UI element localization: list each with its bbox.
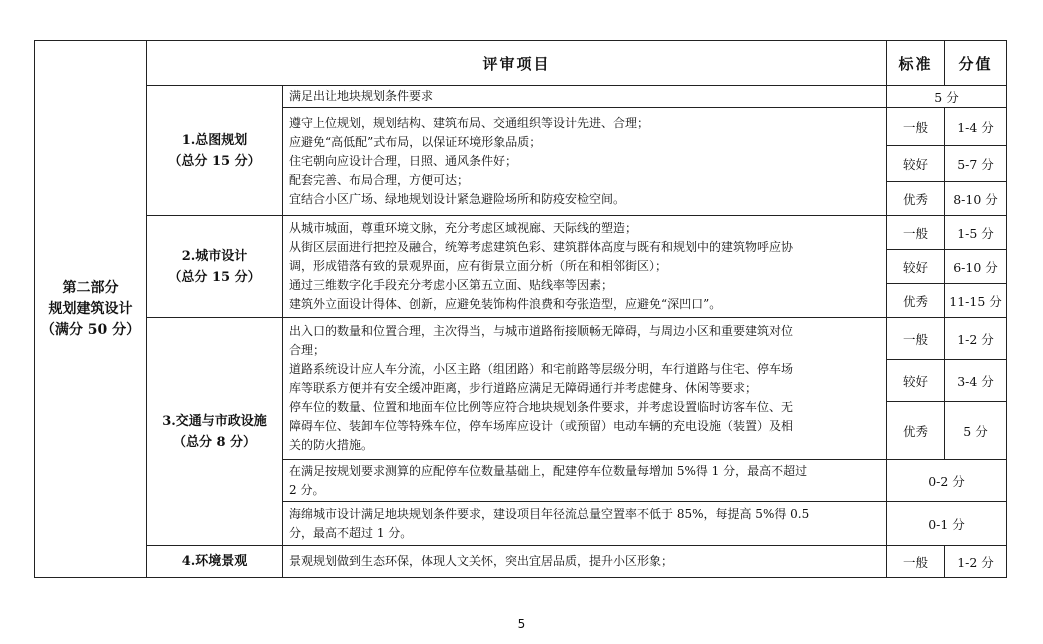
criteria-line: 合理； [289, 343, 326, 357]
grade-score: 3-4 分 [945, 360, 1007, 402]
evaluation-table [34, 40, 1007, 578]
grade-score: 1-2 分 [945, 318, 1007, 360]
criteria-line: 通过三维数字化手段充分考虑小区第五立面、贴线率等因素； [289, 278, 614, 292]
grade-score: 5-7 分 [945, 146, 1007, 182]
grade-level: 较好 [887, 250, 945, 284]
grade-score: 1-5 分 [945, 216, 1007, 250]
section-1-requirement: 满足出让地块规划条件要求 [283, 86, 887, 108]
criteria-line: 海绵城市设计满足地块规划条件要求，建设项目年径流总量空置率不低于 85%，每提高 5%得 0.5 [289, 506, 810, 521]
criteria-line: 住宅朝向应设计合理，日照、通风条件好； [289, 154, 518, 168]
section-title: 4.环境景观 [181, 554, 248, 569]
grade-score: 1-4 分 [945, 108, 1007, 146]
page-number: 5 [517, 617, 526, 631]
part-title: 第二部分 [62, 279, 119, 296]
section-2-criteria [283, 216, 887, 318]
section-3-criteria [283, 318, 887, 460]
section-title: 2.城市设计 [181, 248, 248, 264]
grade-score: 6-10 分 [945, 250, 1007, 284]
criteria-line: 出入口的数量和位置合理，主次得当，与城市道路衔接顺畅无障碍，与周边小区和重要建筑对位 [289, 324, 794, 338]
grade-score: 11-15 分 [945, 284, 1007, 318]
grade-level: 较好 [887, 360, 945, 402]
criteria-line: 库等联系方便并有安全缓冲距离，步行道路应满足无障碍通行并考虑健身、休闲等要求； [289, 381, 758, 395]
grade-level: 一般 [887, 318, 945, 360]
criteria-line: 道路系统设计应人车分流，小区主路（组团路）和宅前路等层级分明，车行道路与住宅、停车场 [289, 362, 794, 376]
section-subtitle: （总分 15 分） [168, 269, 261, 285]
grade-score: 1-2 分 [945, 546, 1007, 578]
header-item: 评审项目 [147, 41, 887, 86]
part-two-cell [35, 41, 147, 578]
criteria-line: 遵守上位规划，规划结构、建筑布局、交通组织等设计先进、合理； [289, 116, 650, 130]
grade-level: 一般 [887, 216, 945, 250]
criteria-line: 宜结合小区广场、绿地规划设计紧急避险场所和防疫安检空间。 [289, 192, 626, 206]
part-subtitle: 规划建筑设计 [48, 300, 133, 317]
section-4-criteria: 景观规划做到生态环保，体现人文关怀，突出宜居品质，提升小区形象； [283, 546, 887, 578]
criteria-line: 关的防火措施。 [289, 438, 374, 452]
header-standard: 标准 [887, 41, 945, 86]
criteria-line: 配套完善、布局合理，方便可达； [289, 173, 470, 187]
grade-level: 较好 [887, 146, 945, 182]
sponge-city-criteria [283, 502, 887, 546]
criteria-line: 调，形成错落有致的景观界面，应有街景立面分析（所在和相邻街区）； [289, 259, 668, 273]
part-total-score: （满分 50 分） [40, 321, 141, 338]
criteria-line: 分，最高不超过 1 分。 [289, 525, 413, 540]
grade-score: 5 分 [945, 402, 1007, 460]
criteria-line: 从街区层面进行把控及融合，统筹考虑建筑色彩、建筑群体高度与既有和规划中的建筑物呼应协 [289, 240, 794, 254]
section-title: 1.总图规划 [181, 132, 248, 148]
criteria-line: 障碍车位、装卸车位等特殊车位，停车场库应设计（或预留）电动车辆的充电设施（装置）及相 [289, 419, 794, 433]
section-2-cell [147, 216, 283, 318]
grade-level: 一般 [887, 546, 945, 578]
parking-bonus-criteria [283, 460, 887, 502]
section-3-cell [147, 318, 283, 546]
grade-level: 优秀 [887, 402, 945, 460]
section-1-criteria [283, 108, 887, 216]
section-4-cell [147, 546, 283, 578]
criteria-line: 停车位的数量、位置和地面车位比例等应符合地块规划条件要求，并考虑设置临时访客车位、无 [289, 400, 794, 414]
grade-level: 优秀 [887, 284, 945, 318]
grade-score: 8-10 分 [945, 182, 1007, 216]
criteria-line: 应避免“高低配”式布局，以保证环境形象品质； [289, 135, 542, 149]
criteria-line: 从城市城面，尊重环境文脉，充分考虑区域视廊、天际线的塑造； [289, 221, 638, 235]
criteria-line: 在满足按规划要求测算的应配停车位数量基础上，配建停车位数量每增加 5%得 1 分，最高不超过 [289, 463, 808, 478]
criteria-line: 2 分。 [289, 482, 325, 497]
grade-level: 一般 [887, 108, 945, 146]
grade-level: 优秀 [887, 182, 945, 216]
section-subtitle: （总分 15 分） [168, 153, 261, 169]
section-title: 3.交通与市政设施 [162, 413, 267, 429]
parking-bonus-score: 0-2 分 [887, 460, 1007, 502]
section-1-cell [147, 86, 283, 216]
section-subtitle: （总分 8 分） [172, 434, 257, 450]
header-score: 分值 [945, 41, 1007, 86]
criteria-line: 建筑外立面设计得体、创新，应避免装饰构件浪费和夸张造型，应避免“深凹口”。 [289, 297, 722, 311]
section-1-requirement-score: 5 分 [887, 86, 1007, 108]
sponge-city-score: 0-1 分 [887, 502, 1007, 546]
